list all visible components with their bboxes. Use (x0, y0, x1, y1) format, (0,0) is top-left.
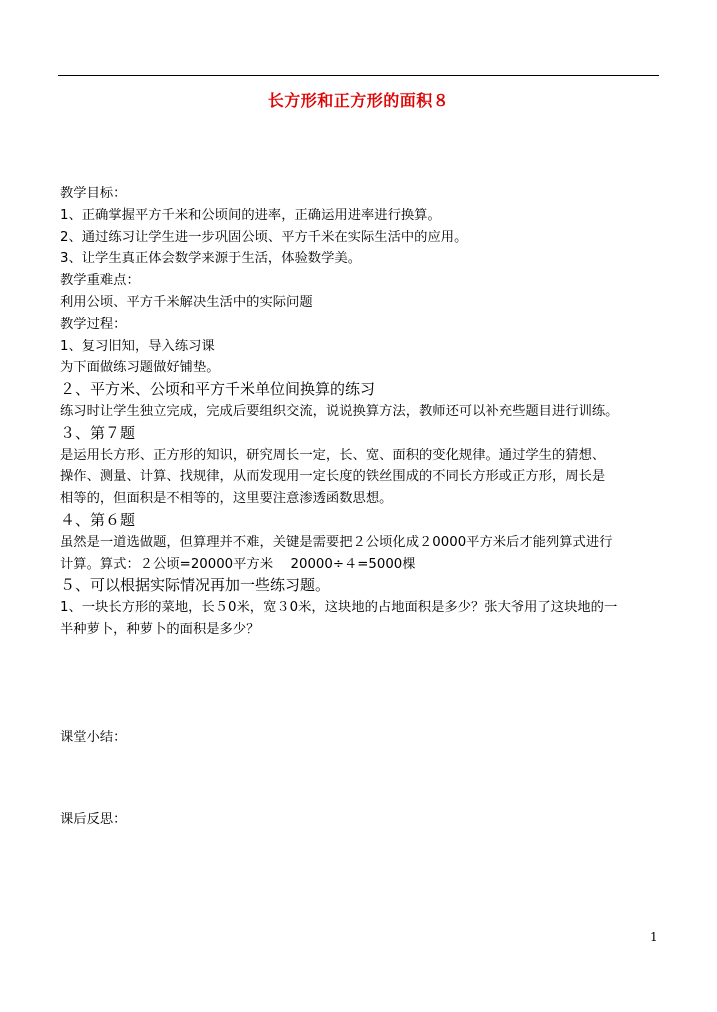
text-line: 教学目标： (60, 186, 127, 201)
text-line: 半种萝卜，种萝卜的面积是多少？ (60, 621, 260, 637)
header-rule (58, 75, 659, 76)
text-line: 教学过程： (60, 316, 127, 332)
text-line: 3、让学生真正体会数学来源于生活，体验数学美。 (60, 251, 361, 267)
text-line: 为下面做练习题做好铺垫。 (60, 360, 220, 376)
text-line: 利用公顷、平方千米解决生活中的实际问题 (60, 294, 313, 310)
text-line: 虽然是一道选做题，但算理并不难，关键是需要把２公顷化成２0000平方米后才能列算式进行 (60, 534, 613, 550)
text-line: ５、可以根据实际情况再加一些练习题。 (60, 576, 331, 595)
text-line: ３、第７题 (60, 423, 136, 442)
text-line: 2、通过练习让学生进一步巩固公顷、平方千米在实际生活中的应用。 (60, 229, 468, 245)
document-body (60, 183, 660, 830)
page-number: 1 (650, 930, 658, 944)
text-line: 教学重难点： (60, 273, 140, 289)
text-line: 计算。算式：２公顷=20000平方米 20000÷４=5000棵 (60, 556, 416, 572)
text-line: ４、第６题 (60, 510, 136, 529)
text-line: 相等的，但面积是不相等的，这里要注意渗透函数思想。 (60, 491, 393, 507)
text-line: ２、平方米、公顷和平方千米单位间换算的练习 (60, 380, 376, 399)
document-title: 长方形和正方形的面积８ (267, 91, 450, 110)
text-line: 练习时让学生独立完成，完成后要组织交流，说说换算方法，教师还可以补充些题目进行训练。 (60, 403, 619, 419)
summary-label: 课堂小结： (60, 729, 127, 745)
text-line: 操作、测量、计算、找规律，从而发现用一定长度的铁丝围成的不同长方形或正方形，周长是 (60, 469, 606, 485)
reflection-label: 课后反思： (60, 811, 127, 827)
text-line: 1、一块长方形的菜地，长５0米，宽３0米，这块地的占地面积是多少？张大爷用了这块地的一 (60, 600, 618, 616)
text-line: 1、正确掌握平方千米和公顷间的进率，正确运用进率进行换算。 (60, 207, 441, 223)
text-line: 1、复习旧知，导入练习课 (60, 338, 215, 354)
text-line: 是运用长方形、正方形的知识，研究周长一定，长、宽、面积的变化规律。通过学生的猜想、 (60, 447, 606, 463)
